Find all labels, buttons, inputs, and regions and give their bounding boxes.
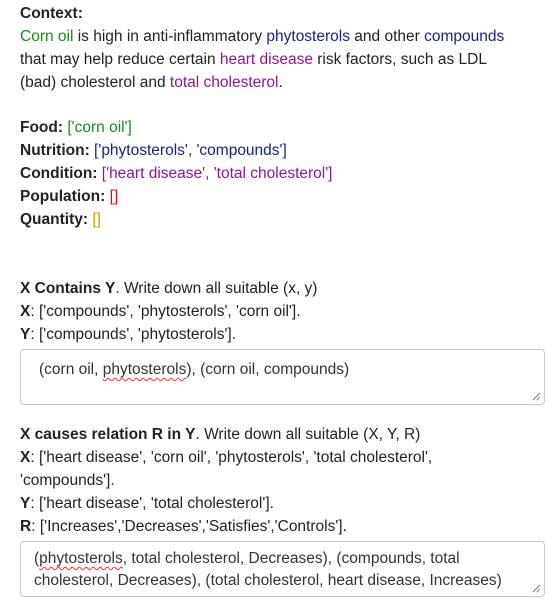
condition-label: Condition: (20, 165, 98, 182)
task2-answer-text: ( (34, 550, 40, 567)
task2-title: X causes relation R in Y (20, 426, 196, 443)
nutrition-label: Nutrition: (20, 142, 90, 159)
task2-r-value: : ['Increases','Decreases','Satisfies','Controls']. (31, 518, 347, 535)
food-field (20, 116, 545, 139)
task2-x-continued: 'compounds']. (20, 472, 115, 489)
task2-x (20, 446, 545, 469)
task2-x-value: : ['heart disease', 'corn oil', 'phytosterols', 'total cholesterol', (30, 449, 433, 466)
task2-y (20, 492, 545, 515)
resize-handle-icon[interactable] (532, 392, 541, 401)
task2-answer-textarea[interactable] (20, 541, 545, 597)
context-text (20, 25, 545, 94)
context-corn-oil: Corn oil (20, 28, 74, 45)
task2-answer-line1 (34, 548, 532, 570)
task2-r-label: R (20, 518, 32, 535)
task1-x (20, 300, 545, 323)
food-label: Food: (20, 119, 64, 136)
quantity-value: [] (92, 211, 101, 228)
nutrition-value: ['phytosterols', 'compounds'] (94, 142, 287, 159)
context-segment: risk factors, such as LDL (312, 51, 487, 68)
resize-handle-icon[interactable] (532, 584, 541, 593)
task2-instruction-text: . Write down all suitable (X, Y, R) (195, 426, 421, 443)
quantity-field (20, 208, 545, 231)
condition-value: ['heart disease', 'total cholesterol'] (101, 165, 333, 182)
context-phytosterols: phytosterols (266, 28, 350, 45)
task1-instruction (20, 277, 545, 300)
context-segment: . (278, 74, 283, 91)
condition-field (20, 162, 545, 185)
task2-instruction (20, 423, 545, 446)
population-field (20, 185, 545, 208)
task1-instruction-text: . Write down all suitable (x, y) (115, 280, 318, 297)
task1-y-label: Y (20, 326, 31, 343)
population-label: Population: (20, 188, 106, 205)
context-segment: and other (349, 28, 425, 45)
nutrition-field (20, 139, 545, 162)
task2-answer-spellcheck: phytosterols (39, 550, 123, 567)
task2-r (20, 515, 545, 538)
task2-y-label: Y (20, 495, 31, 512)
context-segment: that may help reduce certain (20, 51, 220, 68)
task2-y-value: : ['heart disease', 'total cholesterol']. (30, 495, 274, 512)
context-segment: (bad) cholesterol and (20, 74, 170, 91)
task1-y (20, 323, 545, 346)
task1-y-value: : ['compounds', 'phytosterols']. (30, 326, 237, 343)
task1-answer-text: (corn oil, (39, 361, 103, 378)
task1-answer-text: ), (corn oil, compounds) (186, 361, 350, 378)
context-total-cholesterol: total cholesterol (169, 74, 279, 91)
context-segment: is high in anti-inflammatory (73, 28, 267, 45)
task1-answer-spellcheck: phytosterols (102, 361, 187, 378)
context-compounds: compounds (424, 28, 505, 45)
population-value: [] (109, 188, 119, 205)
task2-answer-text: , total cholesterol, Decreases), (compounds, total (122, 550, 460, 567)
task2-answer-line2: cholesterol, Decreases), (total cholesterol, heart disease, Increases) (34, 572, 502, 589)
task2-x-label: X (20, 449, 31, 466)
task1-answer-textarea[interactable] (20, 349, 545, 405)
task1-x-label: X (20, 303, 31, 320)
food-value: ['corn oil'] (67, 119, 132, 136)
task1-x-value: : ['compounds', 'phytosterols', 'corn oil']. (30, 303, 301, 320)
context-heading: Context: (20, 5, 83, 22)
context-heart-disease: heart disease (219, 51, 313, 68)
quantity-label: Quantity: (20, 211, 89, 228)
task1-title: X Contains Y (20, 280, 116, 297)
